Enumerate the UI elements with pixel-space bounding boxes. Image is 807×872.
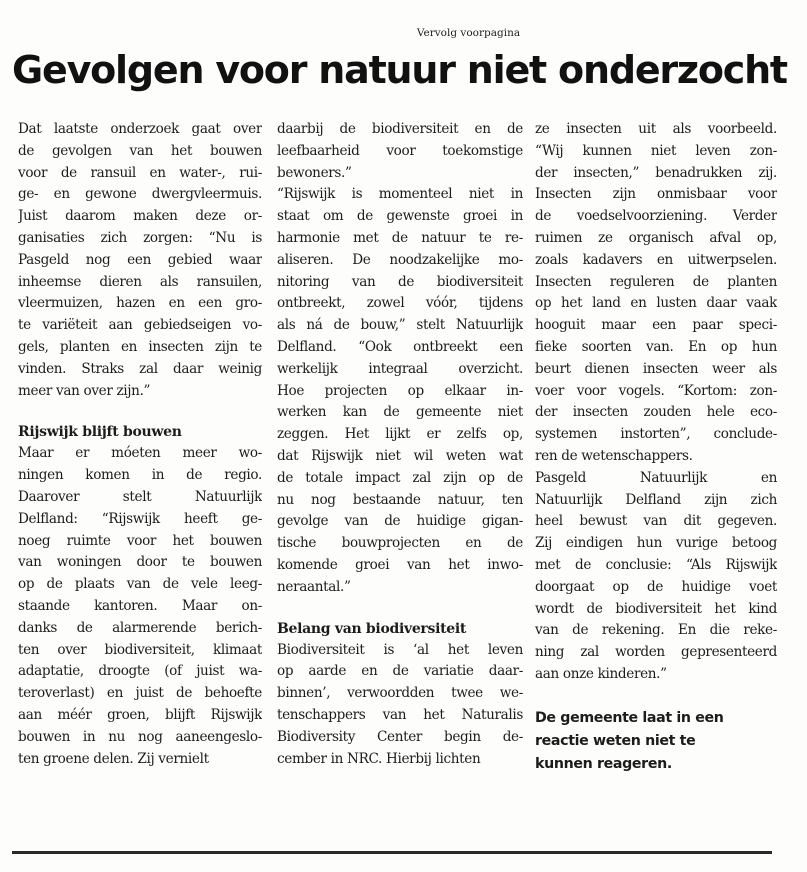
text-line: ganisaties zich zorgen: “Nu is xyxy=(18,229,262,246)
spacer xyxy=(18,402,262,421)
text-line: met de conclusie: “Als Rijswijk xyxy=(535,556,777,573)
article-column-2 xyxy=(277,119,523,770)
text-line: heel bewust van dit gegeven. xyxy=(535,513,777,530)
text-line: de totale impact zal zijn op de xyxy=(277,469,523,486)
text-line: zeggen. Het lijkt er zelfs op, xyxy=(277,426,523,443)
text-line: op aarde en de variatie daar- xyxy=(277,663,523,680)
text-line: adaptatie, droogte (of juist wa- xyxy=(18,663,262,680)
bottom-rule xyxy=(12,851,772,854)
text-line: meer van over zijn.” xyxy=(18,382,151,399)
text-line: bouwen in nu nog aaneengeslo- xyxy=(18,728,262,745)
text-line: ontbreekt, zowel vóór, tijdens xyxy=(277,295,523,312)
text-line: tenschappers van het Naturalis xyxy=(277,706,523,723)
paragraph xyxy=(277,119,523,184)
paragraph xyxy=(535,119,777,468)
text-line: voor de ransuil en water-, rui- xyxy=(18,164,262,181)
text-line: systemen instorten”, conclude- xyxy=(535,426,777,443)
text-line: ten groene delen. Zij vernielt xyxy=(18,750,209,767)
text-line: als ná de bouw,” stelt Natuurlijk xyxy=(277,317,523,334)
text-line: vinden. Straks zal daar weinig xyxy=(18,360,262,377)
text-line: der insecten zouden hele eco- xyxy=(535,404,777,421)
kicker: Vervolg voorpagina xyxy=(416,27,521,39)
spacer xyxy=(535,686,777,707)
text-line: noeg ruimte voor het bouwen xyxy=(18,532,262,549)
text-line: Natuurlijk Delfland zijn zich xyxy=(535,491,777,508)
text-line: ningen komen in de regio. xyxy=(18,467,262,484)
paragraph xyxy=(18,443,262,770)
text-line: gevolge van de huidige gigan- xyxy=(277,513,523,530)
headline: Gevolgen voor natuur niet onderzocht xyxy=(12,48,787,92)
paragraph xyxy=(535,468,777,686)
text-line: leefbaarheid voor toekomstige xyxy=(277,142,523,159)
text-line: fieke soorten van. En op hun xyxy=(535,338,777,355)
text-line: dat Rijswijk niet wil weten wat xyxy=(277,447,523,464)
text-line: Dat laatste onderzoek gaat over xyxy=(18,121,262,137)
text-line: van de rekening. En die reke- xyxy=(535,622,777,639)
text-line: werken kan de gemeente niet xyxy=(277,404,523,421)
text-line: ren de wetenschappers. xyxy=(535,447,693,464)
text-line: cember in NRC. Hierbij lichten xyxy=(277,750,481,767)
text-line: de voedselvoorziening. Verder xyxy=(535,208,777,225)
text-line: de gevolgen van het bouwen xyxy=(18,142,262,159)
text-line: staande kantoren. Maar on- xyxy=(18,597,262,614)
text-line: ruimen ze organisch afval op, xyxy=(535,229,777,246)
text-line: danks de alarmerende berich- xyxy=(18,619,262,636)
text-line: “Wij kunnen niet leven zon- xyxy=(535,142,777,159)
text-line: werkelijk integraal overzicht. xyxy=(277,360,523,377)
text-line: Insecten reguleren de planten xyxy=(535,273,777,290)
text-line: doorgaat op de huidige voet xyxy=(535,578,777,595)
text-line: gels, planten en insecten zijn te xyxy=(18,338,262,355)
subheading: Rijswijk blijft bouwen xyxy=(18,424,182,441)
text-line: daarbij de biodiversiteit en de xyxy=(277,121,523,137)
article-column-3 xyxy=(535,119,777,776)
text-line: binnen’, verwoordden twee we- xyxy=(277,685,523,702)
text-line: staat om de gewenste groei in xyxy=(277,208,523,225)
text-line: aan onze kinderen.” xyxy=(535,665,667,682)
text-line: beurt dienen insecten weer als xyxy=(535,360,777,377)
text-line: Hoe projecten op elkaar in- xyxy=(277,382,523,399)
article-column-1 xyxy=(18,119,262,770)
text-line: bewoners.” xyxy=(277,164,352,181)
text-line: Biodiversiteit is ‘al het leven xyxy=(277,641,523,658)
text-line: tische bouwprojecten en de xyxy=(277,535,523,552)
text-line: Maar er móeten meer wo- xyxy=(18,445,262,462)
text-line: ge- en gewone dwergvleermuis. xyxy=(18,186,262,203)
text-line: voer voor vogels. “Kortom: zon- xyxy=(535,382,777,399)
text-line: “Rijswijk is momenteel niet in xyxy=(277,186,523,203)
text-line: Daarover stelt Natuurlijk xyxy=(18,488,262,505)
text-line: Pasgeld Natuurlijk en xyxy=(535,469,777,486)
paragraph xyxy=(277,184,523,598)
text-line: aliseren. De noodzakelijke mo- xyxy=(277,251,523,268)
text-line: komende groei van het inwo- xyxy=(277,556,523,573)
text-line: kunnen reageren. xyxy=(535,755,672,772)
text-line: hooguit maar een paar speci- xyxy=(535,317,777,334)
text-line: Delfland: “Rijswijk heeft ge- xyxy=(18,510,262,527)
text-line: Pasgeld nog een gebied waar xyxy=(18,251,262,268)
text-line: De gemeente laat in een xyxy=(535,709,724,726)
text-line: nitoring van de biodiversiteit xyxy=(277,273,523,290)
text-line: ning zal worden gepresenteerd xyxy=(535,644,777,661)
text-line: wordt de biodiversiteit het kind xyxy=(535,600,777,617)
paragraph xyxy=(18,119,262,402)
text-line: zoals kadavers en uitwerpselen. xyxy=(535,251,777,268)
text-line: inheemse dieren als ransuilen, xyxy=(18,273,262,290)
text-line: Delfland. “Ook ontbreekt een xyxy=(277,338,523,355)
text-line: te variëteit aan gebiedseigen vo- xyxy=(18,317,262,334)
text-line: Biodiversity Center begin de- xyxy=(277,728,523,745)
text-line: Insecten zijn onmisbaar voor xyxy=(535,186,777,203)
text-line: op het land en lusten daar vaak xyxy=(535,295,777,312)
subheading: Belang van biodiversiteit xyxy=(277,620,467,637)
text-line: teroverlast) en juist de behoefte xyxy=(18,685,262,702)
text-line: op de plaats van de vele leeg- xyxy=(18,576,262,593)
paragraph xyxy=(277,640,523,771)
text-line: vleermuizen, hazen en een gro- xyxy=(18,295,262,312)
text-line: reactie weten niet te xyxy=(535,732,696,749)
spacer xyxy=(277,599,523,618)
text-line: harmonie met de natuur te re- xyxy=(277,229,523,246)
text-line: Juist daarom maken deze or- xyxy=(18,208,262,225)
text-line: Zij eindigen hun vurige betoog xyxy=(535,535,777,552)
text-line: der insecten,” benadrukken zij. xyxy=(535,164,777,181)
text-line: neraantal.” xyxy=(277,578,351,595)
closing-statement xyxy=(535,707,777,776)
text-line: aan méér groen, blijft Rijswijk xyxy=(18,706,262,723)
text-line: nu nog bestaande natuur, ten xyxy=(277,491,523,508)
text-line: ze insecten uit als voorbeeld. xyxy=(535,121,777,137)
text-line: van woningen door te bouwen xyxy=(18,554,262,571)
text-line: ten over biodiversiteit, klimaat xyxy=(18,641,262,658)
